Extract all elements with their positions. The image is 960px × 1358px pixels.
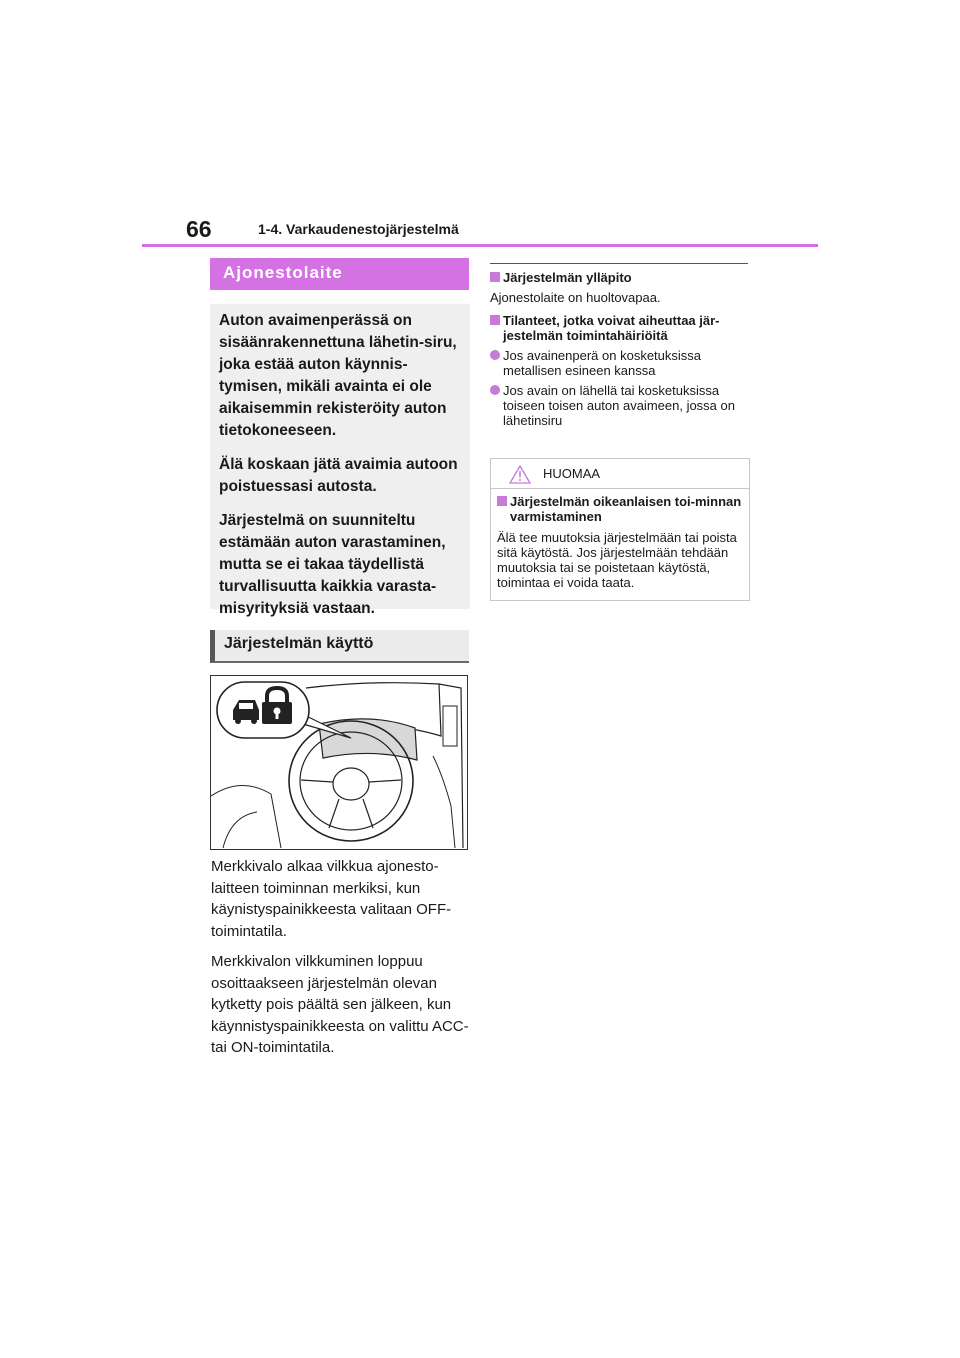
list-item: Jos avainenperä on kosketuksissa metallisen esineen kanssa bbox=[490, 348, 750, 378]
square-bullet-icon bbox=[490, 272, 500, 282]
notice-text: Älä tee muutoksia järjestelmään tai poista sitä käytöstä. Jos järjestelmään tehdään muutoksia tai se poistetaan käytöstä, toimintaa ei voida taata. bbox=[497, 530, 737, 590]
round-bullet-icon bbox=[490, 350, 500, 360]
maintenance-heading: Järjestelmän ylläpito bbox=[490, 270, 750, 285]
summary-paragraph: Järjestelmä on suunniteltu estämään auton varastaminen, mutta se ei takaa täydellistä turvallisuutta kaikkia varasta-misyrityksiä vastaan. bbox=[219, 512, 446, 617]
square-bullet-icon bbox=[497, 496, 507, 506]
maintenance-text: Ajonestolaite on huoltovapaa. bbox=[490, 290, 661, 305]
summary-box bbox=[210, 304, 470, 617]
round-bullet-icon bbox=[490, 385, 500, 395]
right-column bbox=[490, 270, 750, 433]
usage-description bbox=[211, 856, 473, 1068]
system-usage-heading: Järjestelmän käyttö bbox=[210, 630, 469, 663]
notice-heading: Järjestelmän oikeanlaisen toi-minnan varmistaminen bbox=[497, 494, 743, 524]
header-divider bbox=[142, 244, 818, 247]
dashboard-illustration bbox=[210, 675, 468, 850]
usage-paragraph: Merkkivalon vilkkuminen loppuu osoittaakseen järjestelmän olevan kytketty pois päältä sen jälkeen, kun käynnistyspainikkeesta on valittu ACC-tai ON-toimintatila. bbox=[211, 953, 469, 1056]
notice-label: HUOMAA bbox=[543, 466, 601, 481]
page-number: 66 bbox=[186, 216, 212, 242]
usage-paragraph: Merkkivalo alkaa vilkkua ajonesto-laitteen toiminnan merkiksi, kun käynistyspainikkeesta valitaan OFF-toimintatila. bbox=[211, 858, 452, 940]
right-column-divider bbox=[490, 263, 748, 264]
summary-paragraph: Auton avaimenperässä on sisäänrakennettuna lähetin-siru, joka estää auton käynnis-tymisen, mikäli avainta ei ole aikaisemmin rekisteröity auton tietokoneeseen. bbox=[219, 312, 457, 439]
notice-box bbox=[490, 458, 750, 601]
immobilizer-heading: Ajonestolaite bbox=[210, 258, 469, 290]
notice-body bbox=[491, 489, 749, 590]
square-bullet-icon bbox=[490, 315, 500, 325]
section-title: 1-4. Varkaudenestojärjestelmä bbox=[258, 221, 459, 237]
fault-heading: Tilanteet, jotka voivat aiheuttaa jär-jestelmän toimintahäiriöitä bbox=[490, 313, 750, 343]
summary-paragraph: Älä koskaan jätä avaimia autoon poistuessasi autosta. bbox=[219, 456, 458, 495]
list-item: Jos avain on lähellä tai kosketuksissa toiseen toisen auton avaimeen, jossa on lähetinsiru bbox=[490, 383, 750, 428]
warning-triangle-icon bbox=[509, 465, 531, 484]
notice-header bbox=[491, 459, 749, 489]
